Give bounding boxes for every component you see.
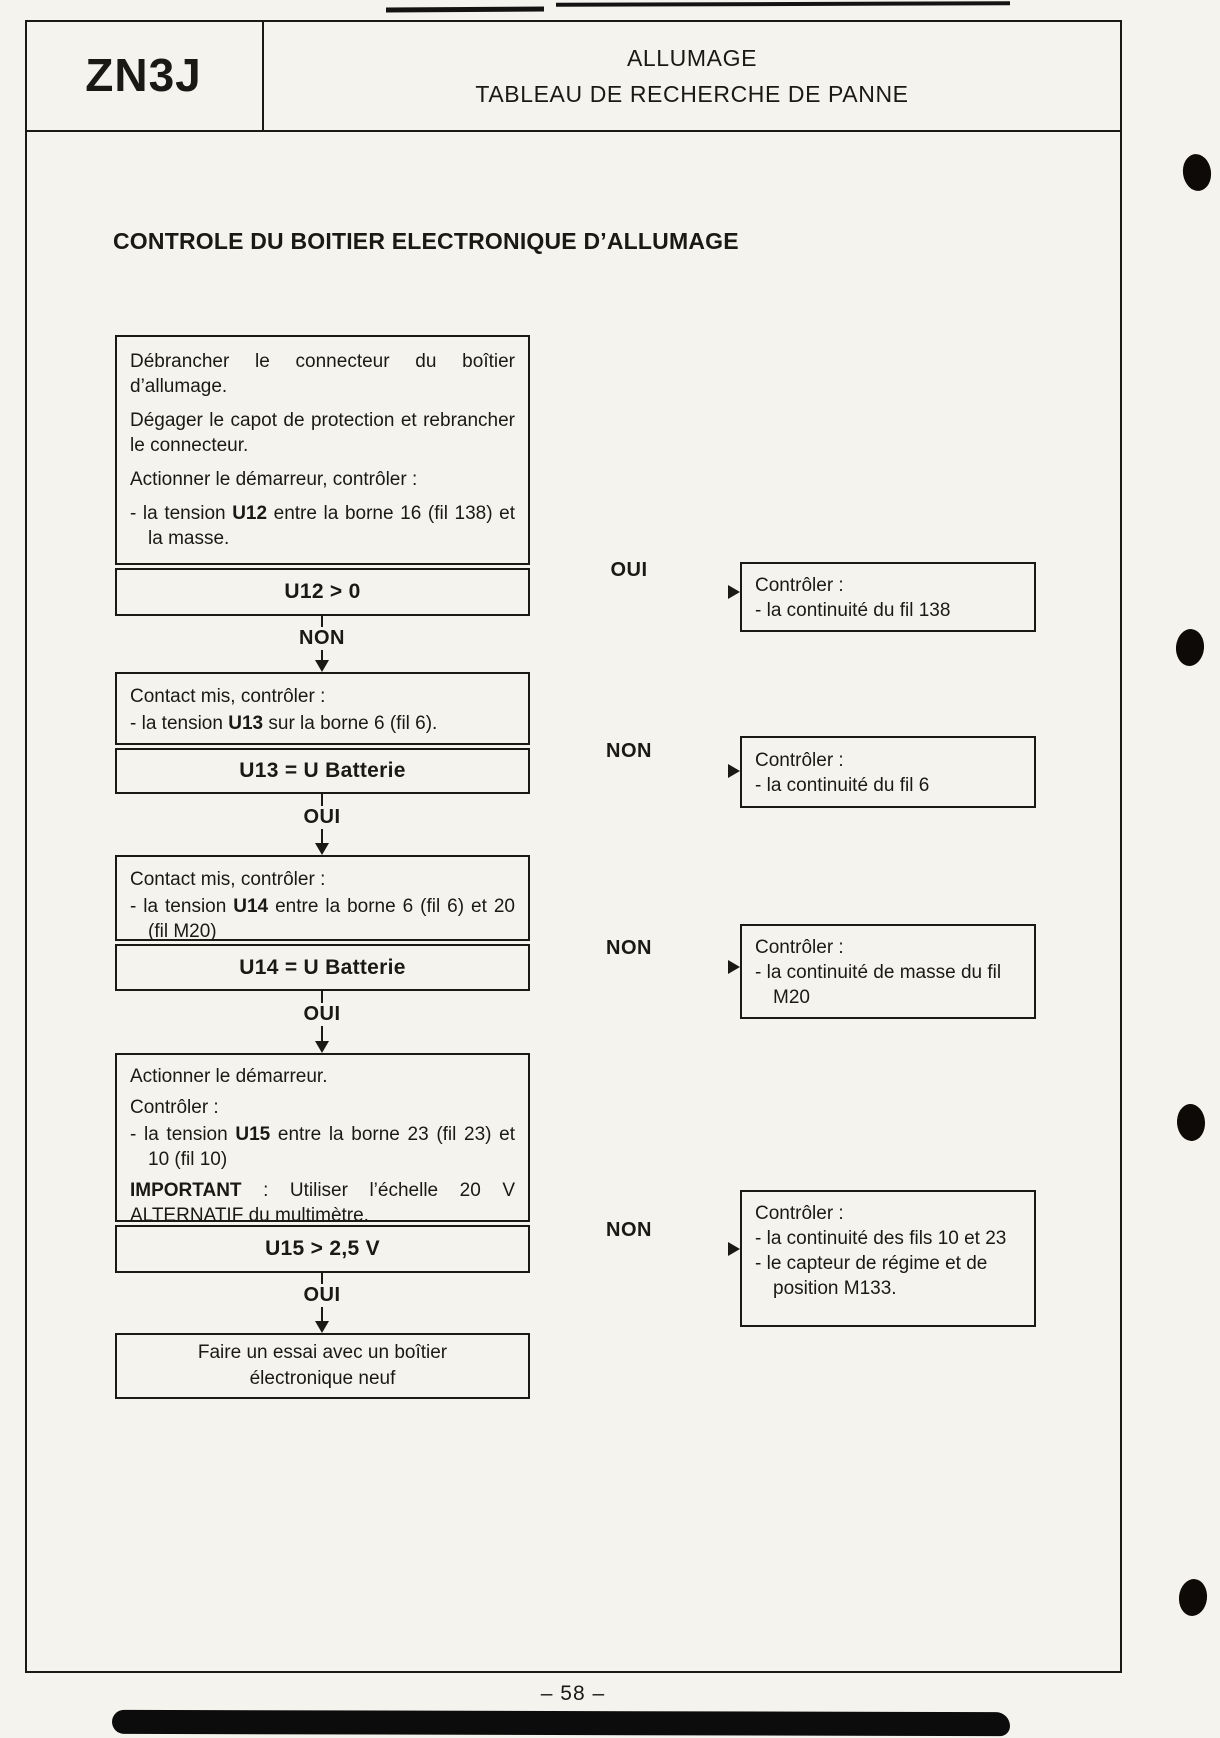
top-scan-mark-1 — [386, 6, 544, 12]
check-title: Contrôler : — [755, 1203, 844, 1224]
step2-condition-box — [115, 748, 530, 794]
final-action-box — [115, 1333, 530, 1399]
bottom-scan-strip — [112, 1710, 1010, 1736]
step3-condition-box — [115, 944, 530, 991]
instruction-paragraph — [130, 501, 515, 551]
check-item: - la continuité de masse du fil M20 — [755, 962, 1002, 1008]
instruction-paragraph: Contrôler : — [130, 1097, 219, 1118]
page-number: – 58 – — [540, 1682, 606, 1705]
section-title: CONTROLE DU BOITIER ELECTRONIQUE D’ALLUMAGE — [113, 228, 739, 254]
instruction-paragraph: Débrancher le connecteur du boîtier d’allumage. — [130, 351, 515, 397]
instruction-paragraph — [130, 711, 515, 736]
check-box-1 — [740, 562, 1036, 632]
voltage-ref: U15 — [235, 1124, 271, 1145]
non-label-step4: NON — [602, 1219, 656, 1242]
instruction-paragraph — [130, 1178, 515, 1228]
voltage-ref: U14 — [233, 896, 269, 917]
non-label-step1: NON — [295, 627, 349, 650]
document-header — [262, 20, 1122, 132]
final-action-text: Faire un essai avec un boîtier électronique neuf — [197, 1342, 448, 1389]
check-title: Contrôler : — [755, 575, 844, 596]
text-segment: - la tension — [130, 713, 229, 734]
arrow-head-step2-to-check2 — [728, 764, 740, 778]
arrow-head-step4-to-check4 — [728, 1242, 740, 1256]
instruction-paragraph: Contact mis, contrôler : — [130, 869, 326, 890]
connector-head-step2-step3 — [315, 843, 329, 855]
instruction-paragraph: Actionner le démarreur. — [130, 1066, 328, 1087]
step1-instruction-box — [115, 335, 530, 565]
oui-label-step3: OUI — [299, 1003, 344, 1026]
check-title: Contrôler : — [755, 750, 844, 771]
instruction-paragraph — [130, 894, 515, 944]
instruction-paragraph — [130, 1122, 515, 1172]
connector-head-step1-step2 — [315, 660, 329, 672]
binder-hole — [1174, 628, 1205, 667]
top-scan-mark-2 — [556, 1, 1010, 7]
binder-hole — [1176, 1103, 1207, 1142]
connector-head-step3-step4 — [315, 1041, 329, 1053]
text-segment: sur la borne 6 (fil 6). — [263, 713, 438, 734]
connector-head-step4-final — [315, 1321, 329, 1333]
step3-instruction-box — [115, 855, 530, 941]
check-item: - la continuité des fils 10 et 23 — [755, 1228, 1007, 1249]
check-item: - la continuité du fil 138 — [755, 600, 951, 621]
check-item: - le capteur de régime et de position M133. — [755, 1253, 988, 1299]
important-keyword: IMPORTANT — [130, 1180, 242, 1201]
header-line2: TABLEAU DE RECHERCHE DE PANNE — [475, 80, 909, 107]
oui-label-step2: OUI — [299, 806, 344, 829]
voltage-ref: U12 — [232, 503, 268, 524]
text-segment: : Utiliser l’échelle 20 V ALTERNATIF du multimètre. — [130, 1180, 515, 1226]
condition-label: U15 > 2,5 V — [265, 1237, 380, 1260]
text-segment: - la tension — [130, 503, 233, 524]
check-box-3 — [740, 924, 1036, 1019]
text-segment: entre la borne 16 (fil 138) et la masse. — [148, 503, 515, 549]
instruction-paragraph: Dégager le capot de protection et rebrancher le connecteur. — [130, 410, 515, 456]
step2-instruction-box — [115, 672, 530, 745]
non-label-step3: NON — [602, 937, 656, 960]
condition-label: U14 = U Batterie — [239, 955, 406, 979]
oui-label-step1: OUI — [606, 559, 651, 582]
step4-condition-box — [115, 1225, 530, 1273]
text-segment: - la tension — [130, 896, 234, 917]
text-segment: - la tension — [130, 1124, 236, 1145]
non-label-step2: NON — [602, 740, 656, 763]
check-title: Contrôler : — [755, 937, 844, 958]
voltage-ref: U13 — [228, 713, 264, 734]
binder-hole — [1181, 152, 1214, 193]
model-code: ZN3J — [85, 49, 202, 101]
step4-instruction-box — [115, 1053, 530, 1226]
condition-label: U13 = U Batterie — [239, 759, 406, 782]
check-box-4 — [740, 1190, 1036, 1327]
arrow-head-step3-to-check3 — [728, 960, 740, 974]
step1-condition-box — [115, 568, 530, 616]
arrow-head-step1-to-check1 — [728, 585, 740, 599]
check-box-2 — [740, 736, 1036, 808]
binder-hole — [1177, 1578, 1209, 1618]
text-segment: entre la borne 23 (fil 23) et 10 (fil 10) — [148, 1124, 515, 1170]
check-item: - la continuité du fil 6 — [755, 775, 930, 796]
content-frame — [25, 20, 1122, 1673]
text-segment: entre la borne 6 (fil 6) et 20 (fil M20) — [148, 896, 515, 942]
instruction-paragraph: Contact mis, contrôler : — [130, 686, 326, 707]
condition-label: U12 > 0 — [284, 580, 361, 603]
oui-label-step4: OUI — [299, 1284, 344, 1307]
header-line1: ALLUMAGE — [626, 44, 758, 71]
instruction-paragraph: Actionner le démarreur, contrôler : — [130, 469, 418, 490]
